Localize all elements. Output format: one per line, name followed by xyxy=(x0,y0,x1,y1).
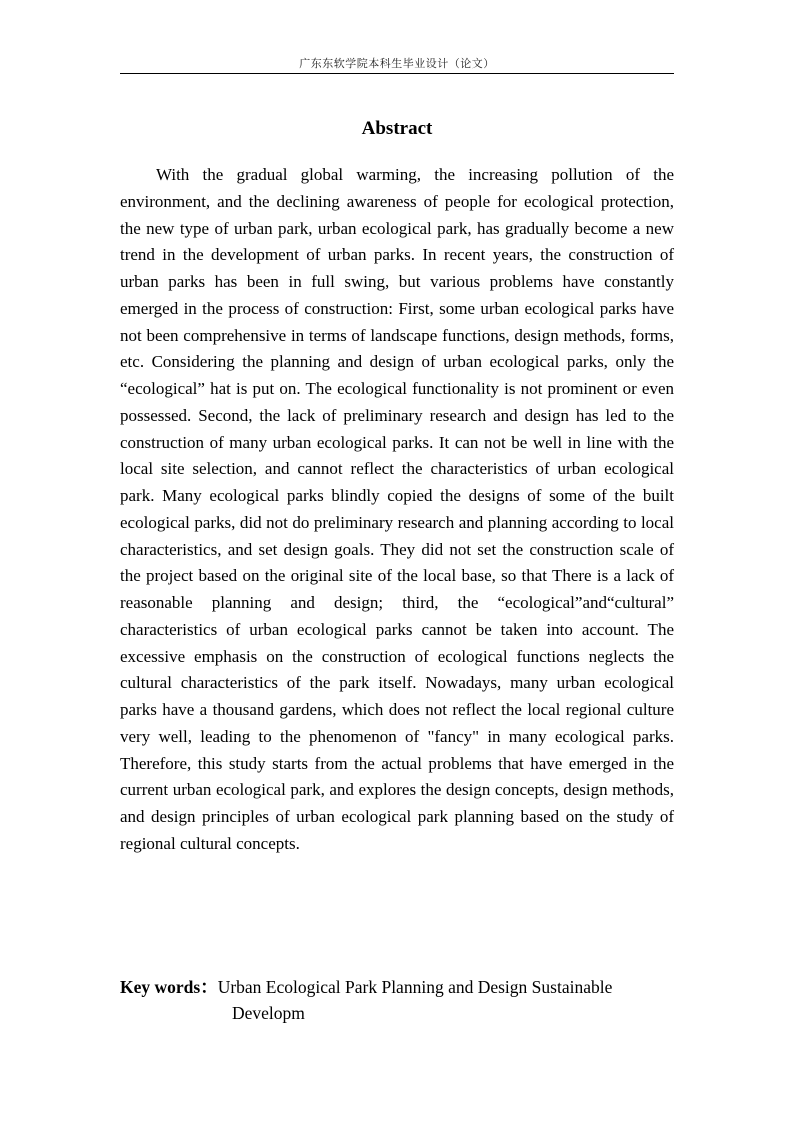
abstract-body: With the gradual global warming, the increasing pollution of the environment, and the declining awareness of people for ecological protection, the new type of urban park, urban ecological park, has gradually become a new trend in the development of urban parks. In recent years, the construction of urban parks has been in full swing, but various problems have constantly emerged in the process of construction: First, some urban ecological parks have not been comprehensive in terms of landscape functions, design methods, forms, etc. Considering the planning and design of urban ecological parks, only the “ecological” hat is put on. The ecological functionality is not prominent or even possessed. Second, the lack of preliminary research and design has led to the construction of many urban ecological parks. It can not be well in line with the local site selection, and cannot reflect the characteristics of urban ecological park. Many ecological parks blindly copied the designs of some of the built ecological parks, did not do preliminary research and planning according to local characteristics, and set design goals. They did not set the construction scale of the project based on the original site of the local base, so that There is a lack of reasonable planning and design; third, the “ecological”and“cultural” characteristics of urban ecological parks cannot be taken into account. The excessive emphasis on the construction of ecological functions neglects the cultural characteristics of the park itself. Nowadays, many urban ecological parks have a thousand gardens, which does not reflect the local regional culture very well, leading to the phenomenon of "fancy" in many ecological parks. Therefore, this study starts from the actual problems that have emerged in the current urban ecological park, and explores the design concepts, design methods, and design principles of urban ecological park planning based on the study of regional cultural concepts. xyxy=(120,165,674,853)
keywords-text: Urban Ecological Park Planning and Design Sustainable xyxy=(217,977,613,997)
header-rule xyxy=(120,73,674,74)
keywords-line xyxy=(120,974,674,1000)
keywords-continuation: Developm xyxy=(232,1003,305,1023)
running-header: 广东东软学院本科生毕业设计（论文） xyxy=(299,57,495,70)
abstract-title: Abstract xyxy=(361,118,433,139)
keywords-label: Key words： xyxy=(120,977,218,997)
